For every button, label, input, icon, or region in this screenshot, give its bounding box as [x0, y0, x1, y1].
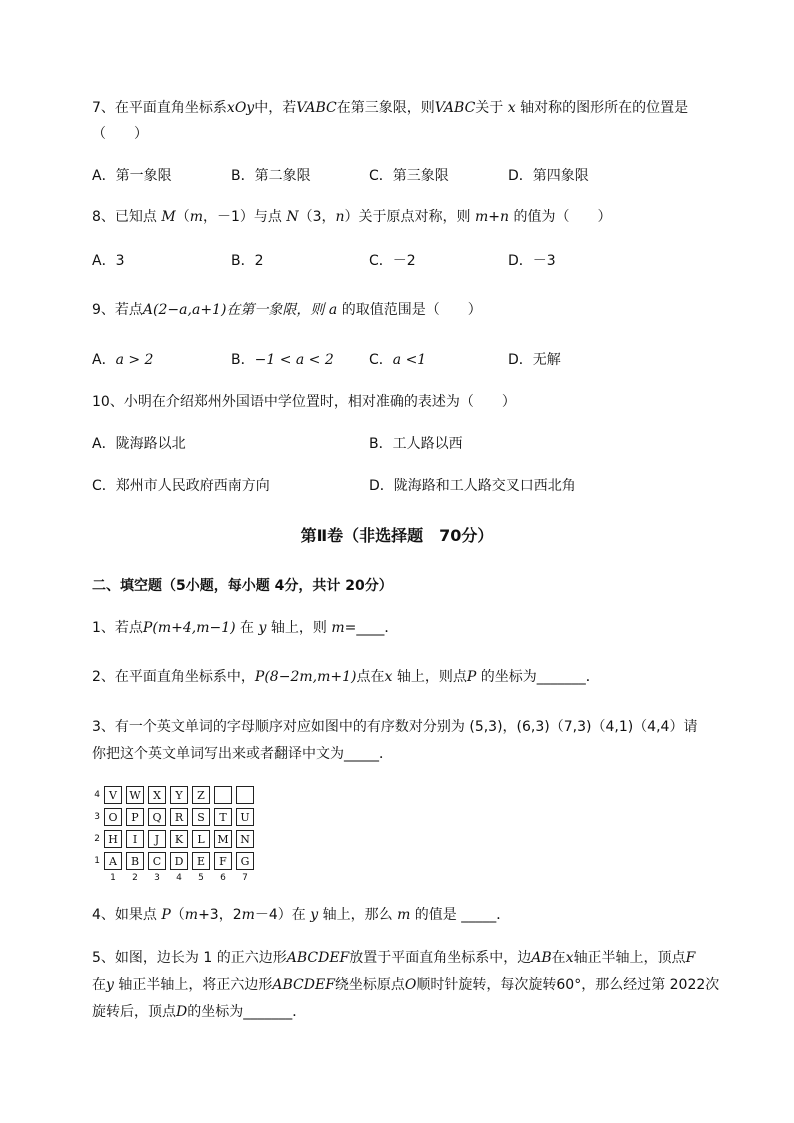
- text: （: [175, 209, 190, 225]
- q9-option-d: D．无解: [508, 352, 561, 368]
- text: +3，2: [198, 907, 242, 923]
- f3-line1: 3、有一个英文单词的字母顺序对应如图中的有序数对分别为 (5,3)，(6,3)（7,3)（4,1)（4,4）请: [92, 719, 698, 735]
- text: 中，若: [254, 100, 297, 116]
- text: 关于: [475, 100, 508, 116]
- grid-cell: H: [104, 830, 122, 848]
- math: D: [176, 1004, 188, 1020]
- text: 绕坐标原点: [334, 977, 405, 993]
- text: 旋转后，顶点: [92, 1004, 176, 1020]
- grid-column-labels: [104, 872, 258, 884]
- q8-option-d: D．－3: [508, 253, 556, 269]
- f3-line2: 你把这个英文单词写出来或者翻译中文为_____．: [92, 746, 393, 762]
- f5-line2: [92, 975, 719, 995]
- math: m: [189, 209, 203, 225]
- math: +1): [330, 669, 357, 685]
- text: 点在: [356, 669, 385, 685]
- math: y: [258, 620, 267, 636]
- grid-row-1: [92, 850, 258, 872]
- math: m: [331, 620, 345, 636]
- grid-cell: M: [214, 830, 232, 848]
- row-label: 4: [94, 790, 100, 800]
- f5-line3: [92, 1002, 306, 1022]
- text: 轴正半轴上，顶点: [573, 950, 686, 966]
- math: A: [142, 302, 154, 318]
- f1-text: [92, 618, 398, 638]
- text: 5、如图，边长为 1 的正六边形: [92, 950, 287, 966]
- math: P: [254, 669, 265, 685]
- grid-cell: K: [170, 830, 188, 848]
- grid-cell: D: [170, 852, 188, 870]
- column-label: 5: [198, 873, 204, 883]
- text: 的值为（ ）: [509, 209, 612, 225]
- q10-text: 10、小明在介绍郑州外国语中学位置时，相对准确的表述为（ ）: [92, 394, 516, 410]
- q9-option-b: [231, 350, 334, 370]
- grid-cell: I: [126, 830, 144, 848]
- text: －4）在: [254, 907, 311, 923]
- text: 在: [235, 620, 259, 636]
- math: m: [475, 209, 489, 225]
- grid-cell: E: [192, 852, 210, 870]
- math: +4,: [171, 620, 197, 636]
- q7-option-a: A．第一象限: [92, 168, 172, 184]
- text: 放置于平面直角坐标系中，边: [349, 950, 532, 966]
- math: m: [196, 620, 210, 636]
- math: m: [184, 907, 199, 923]
- math: xOy: [226, 100, 255, 116]
- text: 顺时针旋转，每次旋转60°，那么经过第 2022次: [416, 977, 720, 993]
- row-label: 3: [94, 812, 100, 822]
- math: −1 < a < 2: [254, 352, 334, 368]
- column-label: 6: [220, 873, 226, 883]
- text: 的值是 _____．: [410, 907, 511, 923]
- q7-option-d: D．第四象限: [508, 168, 589, 184]
- math: −1): [209, 620, 236, 636]
- grid-cell: O: [104, 808, 122, 826]
- row-label: 2: [94, 834, 100, 844]
- grid-cell: T: [214, 808, 232, 826]
- text: （3，: [298, 209, 336, 225]
- text: 在: [92, 977, 106, 993]
- math: O: [404, 977, 417, 993]
- q9-text: [92, 300, 482, 320]
- text: 在: [551, 950, 566, 966]
- section-title: 第Ⅱ卷（非选择题 70分）: [300, 526, 494, 545]
- f4-text: [92, 905, 510, 925]
- math: ,: [312, 669, 318, 685]
- math: m: [157, 620, 172, 636]
- math: VABC: [434, 100, 476, 116]
- grid-cell: C: [148, 852, 166, 870]
- grid-cell: Y: [170, 786, 188, 804]
- text: 的坐标为_______．: [187, 1004, 307, 1020]
- math: (: [152, 620, 158, 636]
- grid-cell: U: [236, 808, 254, 826]
- math: (2−: [153, 302, 180, 318]
- option-letter: B．: [231, 352, 255, 368]
- option-letter: C．: [369, 352, 393, 368]
- grid-row-4: [92, 784, 258, 806]
- grid-cell: S: [192, 808, 210, 826]
- text: +: [488, 209, 501, 225]
- grid-cell: P: [126, 808, 144, 826]
- math: x: [507, 100, 516, 116]
- q8-text: [92, 207, 612, 227]
- math: n: [335, 209, 345, 225]
- q7-option-b: B．第二象限: [231, 168, 311, 184]
- q10-option-c: C．郑州市人民政府西南方向: [92, 478, 270, 494]
- grid-cell: W: [126, 786, 144, 804]
- math: m: [397, 907, 411, 923]
- q10-option-b: B．工人路以西: [369, 436, 463, 452]
- text: =____．: [344, 620, 399, 636]
- q7-line2: （ ）: [92, 126, 148, 142]
- math: n: [500, 209, 510, 225]
- f5-line1: [92, 948, 695, 968]
- math: ABCDEF: [286, 950, 350, 966]
- math: y: [310, 907, 319, 923]
- text: （: [170, 907, 185, 923]
- text: 4、如果点: [92, 907, 162, 923]
- grid-cell: X: [148, 786, 166, 804]
- math: a <1: [392, 352, 427, 368]
- text: 的取值范围是（ ）: [337, 302, 482, 318]
- column-label: 7: [242, 873, 248, 883]
- math: P: [161, 907, 171, 923]
- grid-cell: L: [192, 830, 210, 848]
- math: a: [328, 302, 338, 318]
- math: m: [299, 669, 313, 685]
- column-label: 3: [154, 873, 160, 883]
- grid-cell: F: [214, 852, 232, 870]
- text: ）关于原点对称，则: [344, 209, 475, 225]
- grid-cell: V: [104, 786, 122, 804]
- q7-option-c: C．第三象限: [369, 168, 449, 184]
- text: 9、若点: [92, 302, 143, 318]
- text: 轴上，则点: [392, 669, 467, 685]
- math: y: [106, 977, 114, 993]
- math: ABCDEF: [272, 977, 335, 993]
- q9-option-c: [369, 350, 426, 370]
- grid-row-3: [92, 806, 258, 828]
- math: F: [685, 950, 696, 966]
- text: 在第三象限，则: [336, 100, 435, 116]
- math: +1)在第一象限，则: [200, 302, 329, 318]
- math: N: [286, 209, 299, 225]
- row-label: 1: [94, 856, 100, 866]
- grid-cell: [236, 786, 254, 804]
- section-subtitle: 二、填空题（5小题，每小题 4分，共计 20分）: [92, 578, 393, 594]
- text: 轴对称的图形所在的位置是: [515, 100, 689, 116]
- q8-option-a: A．3: [92, 253, 125, 269]
- math: m: [317, 669, 331, 685]
- column-label: 4: [176, 873, 182, 883]
- grid-cell: G: [236, 852, 254, 870]
- grid-row-2: [92, 828, 258, 850]
- letter-grid: [92, 784, 258, 884]
- text: 轴上，那么: [318, 907, 398, 923]
- math: P: [466, 669, 477, 685]
- math: a: [191, 302, 201, 318]
- math: a: [179, 302, 188, 318]
- q8-option-b: B．2: [231, 253, 264, 269]
- math: P: [142, 620, 153, 636]
- q8-option-c: C．－2: [369, 253, 416, 269]
- math: (8−2: [264, 669, 300, 685]
- math: a > 2: [115, 352, 154, 368]
- math: VABC: [296, 100, 337, 116]
- text: 2、在平面直角坐标系中，: [92, 669, 255, 685]
- text: 7、在平面直角坐标系: [92, 100, 227, 116]
- math: AB: [531, 950, 552, 966]
- text: 1、若点: [92, 620, 143, 636]
- grid-cell: Q: [148, 808, 166, 826]
- grid-cell: J: [148, 830, 166, 848]
- math: x: [565, 950, 574, 966]
- grid-cell: N: [236, 830, 254, 848]
- grid-cell: [214, 786, 232, 804]
- q9-option-a: [92, 350, 153, 370]
- math: x: [384, 669, 393, 685]
- grid-cell: Z: [192, 786, 210, 804]
- math: m: [241, 907, 255, 923]
- q7-line1: [92, 98, 688, 118]
- text: 轴上，则: [266, 620, 332, 636]
- option-letter: A．: [92, 352, 116, 368]
- column-label: 2: [132, 873, 138, 883]
- q10-option-d: D．陇海路和工人路交叉口西北角: [369, 478, 576, 494]
- text: 的坐标为_______．: [476, 669, 600, 685]
- text: 轴正半轴上，将正六边形: [113, 977, 273, 993]
- math: M: [161, 209, 176, 225]
- column-label: 1: [110, 873, 116, 883]
- grid-cell: R: [170, 808, 188, 826]
- text: ，－1）与点: [202, 209, 287, 225]
- grid-cell: B: [126, 852, 144, 870]
- f2-text: [92, 667, 600, 687]
- grid-cell: A: [104, 852, 122, 870]
- math: ,: [187, 302, 192, 318]
- q10-option-a: A．陇海路以北: [92, 436, 186, 452]
- text: 8、已知点: [92, 209, 162, 225]
